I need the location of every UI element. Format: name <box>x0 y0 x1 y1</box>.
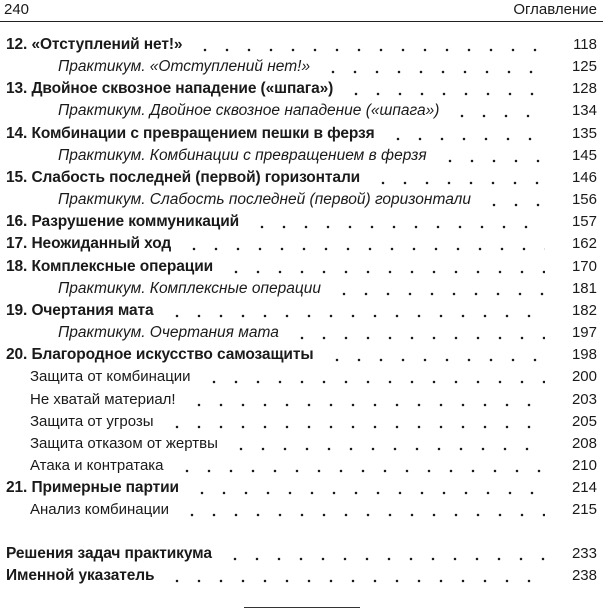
dot-leader <box>158 412 545 432</box>
toc-entry-title: 20. Благородное искусство самозащиты <box>6 346 314 363</box>
toc-entry-title: Практикум. Двойное сквозное нападение («шпага») <box>58 102 440 119</box>
toc-practicum-entry[interactable] <box>0 279 603 299</box>
toc-entry-title: Практикум. Очертания мата <box>58 324 279 341</box>
toc-entry-title: 16. Разрушение коммуникаций <box>6 213 240 230</box>
toc-entry-page-number: 208 <box>571 435 597 452</box>
dot-leader <box>243 212 545 232</box>
toc-entry-page-number: 198 <box>571 346 597 363</box>
toc-chapter-entry[interactable] <box>0 168 603 188</box>
toc-entry-title: Практикум. Комплексные операции <box>58 280 321 297</box>
dot-leader <box>175 234 545 254</box>
toc-section-entry[interactable] <box>0 434 603 454</box>
running-title: Оглавление <box>513 1 597 18</box>
toc-entry-line <box>0 79 545 99</box>
dot-leader <box>180 390 545 410</box>
toc-entry-line <box>0 146 545 166</box>
toc-entry-page-number: 181 <box>571 280 597 297</box>
toc-entry-line <box>0 367 545 387</box>
dot-leader <box>283 323 545 343</box>
toc-entry-line <box>0 390 545 410</box>
dot-leader <box>318 345 546 365</box>
toc-entry-title: Решения задач практикума <box>6 545 212 562</box>
toc-entry-line <box>0 323 545 343</box>
toc-chapter-entry[interactable] <box>0 79 603 99</box>
dot-leader <box>325 279 545 299</box>
dot-leader <box>183 478 545 498</box>
toc-entry-page-number: 125 <box>571 58 597 75</box>
toc-entry-title: 18. Комплексные операции <box>6 258 214 275</box>
dot-leader <box>222 434 545 454</box>
toc-entry-page-number: 157 <box>571 213 597 230</box>
toc-chapter-entry[interactable] <box>0 544 603 564</box>
toc-chapter-entry[interactable] <box>0 345 603 365</box>
toc-entry-page-number: 156 <box>571 191 597 208</box>
toc-entry-title: Практикум. Слабость последней (первой) горизонтали <box>58 191 471 208</box>
toc-entry-page-number: 146 <box>571 169 597 186</box>
toc-entry-line <box>0 279 545 299</box>
toc-entry-line <box>0 35 545 55</box>
toc-entry-title: Практикум. Комбинации с превращением в ферзя <box>58 147 427 164</box>
toc-entry-line <box>0 544 545 564</box>
toc-entry-title: 12. «Отступлений нет!» <box>6 36 183 53</box>
toc-entry-line <box>0 168 545 188</box>
toc-entry-page-number: 162 <box>571 235 597 252</box>
toc-entry-line <box>0 500 545 520</box>
toc-practicum-entry[interactable] <box>0 101 603 121</box>
toc-section-entry[interactable] <box>0 456 603 476</box>
toc-entry-page-number: 238 <box>571 567 597 584</box>
toc-entry-page-number: 145 <box>571 147 597 164</box>
toc-entry-line <box>0 257 545 277</box>
dot-leader <box>475 190 545 210</box>
page-header <box>0 0 603 22</box>
toc-entry-page-number: 214 <box>571 479 597 496</box>
dot-leader <box>173 500 545 520</box>
toc-entry-page-number: 203 <box>571 391 597 408</box>
toc-section-entry[interactable] <box>0 390 603 410</box>
toc-entry-title: 13. Двойное сквозное нападение («шпага») <box>6 80 334 97</box>
toc-chapter-entry[interactable] <box>0 124 603 144</box>
toc-entry-page-number: 197 <box>571 324 597 341</box>
toc-entry-page-number: 170 <box>571 258 597 275</box>
toc-entry-title: Защита отказом от жертвы <box>30 435 218 452</box>
dot-leader <box>217 257 545 277</box>
toc-entry-title: 15. Слабость последней (первой) горизонтали <box>6 169 361 186</box>
toc-entry-title: 19. Очертания мата <box>6 302 154 319</box>
toc-entry-title: Защита от комбинации <box>30 368 191 385</box>
dot-leader <box>364 168 545 188</box>
dot-leader <box>158 566 545 586</box>
toc-entry-line <box>0 234 545 254</box>
footer-rule <box>244 607 360 608</box>
toc-entry-line <box>0 57 545 77</box>
toc-entry-title: 14. Комбинации с превращением пешки в ферзя <box>6 125 375 142</box>
toc-entry-title: Защита от угрозы <box>30 413 154 430</box>
toc-chapter-entry[interactable] <box>0 301 603 321</box>
toc-chapter-entry[interactable] <box>0 35 603 55</box>
toc-entry-line <box>0 124 545 144</box>
toc-chapter-entry[interactable] <box>0 257 603 277</box>
dot-leader <box>431 146 545 166</box>
toc-entry-page-number: 210 <box>571 457 597 474</box>
toc-entry-page-number: 215 <box>571 501 597 518</box>
toc-entry-page-number: 233 <box>571 545 597 562</box>
toc-entry-line <box>0 212 545 232</box>
toc-practicum-entry[interactable] <box>0 57 603 77</box>
toc-entry-line <box>0 190 545 210</box>
toc-practicum-entry[interactable] <box>0 323 603 343</box>
header-rule <box>0 21 603 22</box>
toc-chapter-entry[interactable] <box>0 234 603 254</box>
toc-entry-title: Атака и контратака <box>30 457 164 474</box>
dot-leader <box>337 79 545 99</box>
toc-section-entry[interactable] <box>0 500 603 520</box>
toc-chapter-entry[interactable] <box>0 478 603 498</box>
dot-leader <box>216 544 545 564</box>
toc-entry-page-number: 118 <box>573 36 597 53</box>
page-number: 240 <box>4 1 30 18</box>
toc-chapter-entry[interactable] <box>0 566 603 586</box>
toc-chapter-entry[interactable] <box>0 212 603 232</box>
dot-leader <box>186 35 545 55</box>
toc-entry-title: Анализ комбинации <box>30 501 169 518</box>
dot-leader <box>168 456 545 476</box>
toc-entry-title: Не хватай материал! <box>30 391 176 408</box>
toc-entry-title: Практикум. «Отступлений нет!» <box>58 58 311 75</box>
dot-leader <box>195 367 545 387</box>
toc-entry-line <box>0 101 545 121</box>
toc-entry-page-number: 182 <box>571 302 597 319</box>
toc-entry-line <box>0 478 545 498</box>
toc-entry-title: Именной указатель <box>6 567 155 584</box>
toc-practicum-entry[interactable] <box>0 190 603 210</box>
toc-entry-page-number: 128 <box>571 80 597 97</box>
toc-entry-line <box>0 456 545 476</box>
toc-entry-line <box>0 434 545 454</box>
dot-leader <box>158 301 545 321</box>
dot-leader <box>314 57 545 77</box>
dot-leader <box>443 101 545 121</box>
toc-section-entry[interactable] <box>0 367 603 387</box>
dot-leader <box>379 124 545 144</box>
toc-entry-page-number: 200 <box>571 368 597 385</box>
toc-entry-line <box>0 345 545 365</box>
toc-entry-page-number: 134 <box>571 102 597 119</box>
toc-entry-page-number: 135 <box>571 125 597 142</box>
toc-entry-title: 21. Примерные партии <box>6 479 179 496</box>
toc-entry-page-number: 205 <box>571 413 597 430</box>
toc-section-entry[interactable] <box>0 412 603 432</box>
toc-entry-line <box>0 412 545 432</box>
toc-entry-title: 17. Неожиданный ход <box>6 235 172 252</box>
toc-entry-line <box>0 566 545 586</box>
toc-entry-line <box>0 301 545 321</box>
toc-practicum-entry[interactable] <box>0 146 603 166</box>
